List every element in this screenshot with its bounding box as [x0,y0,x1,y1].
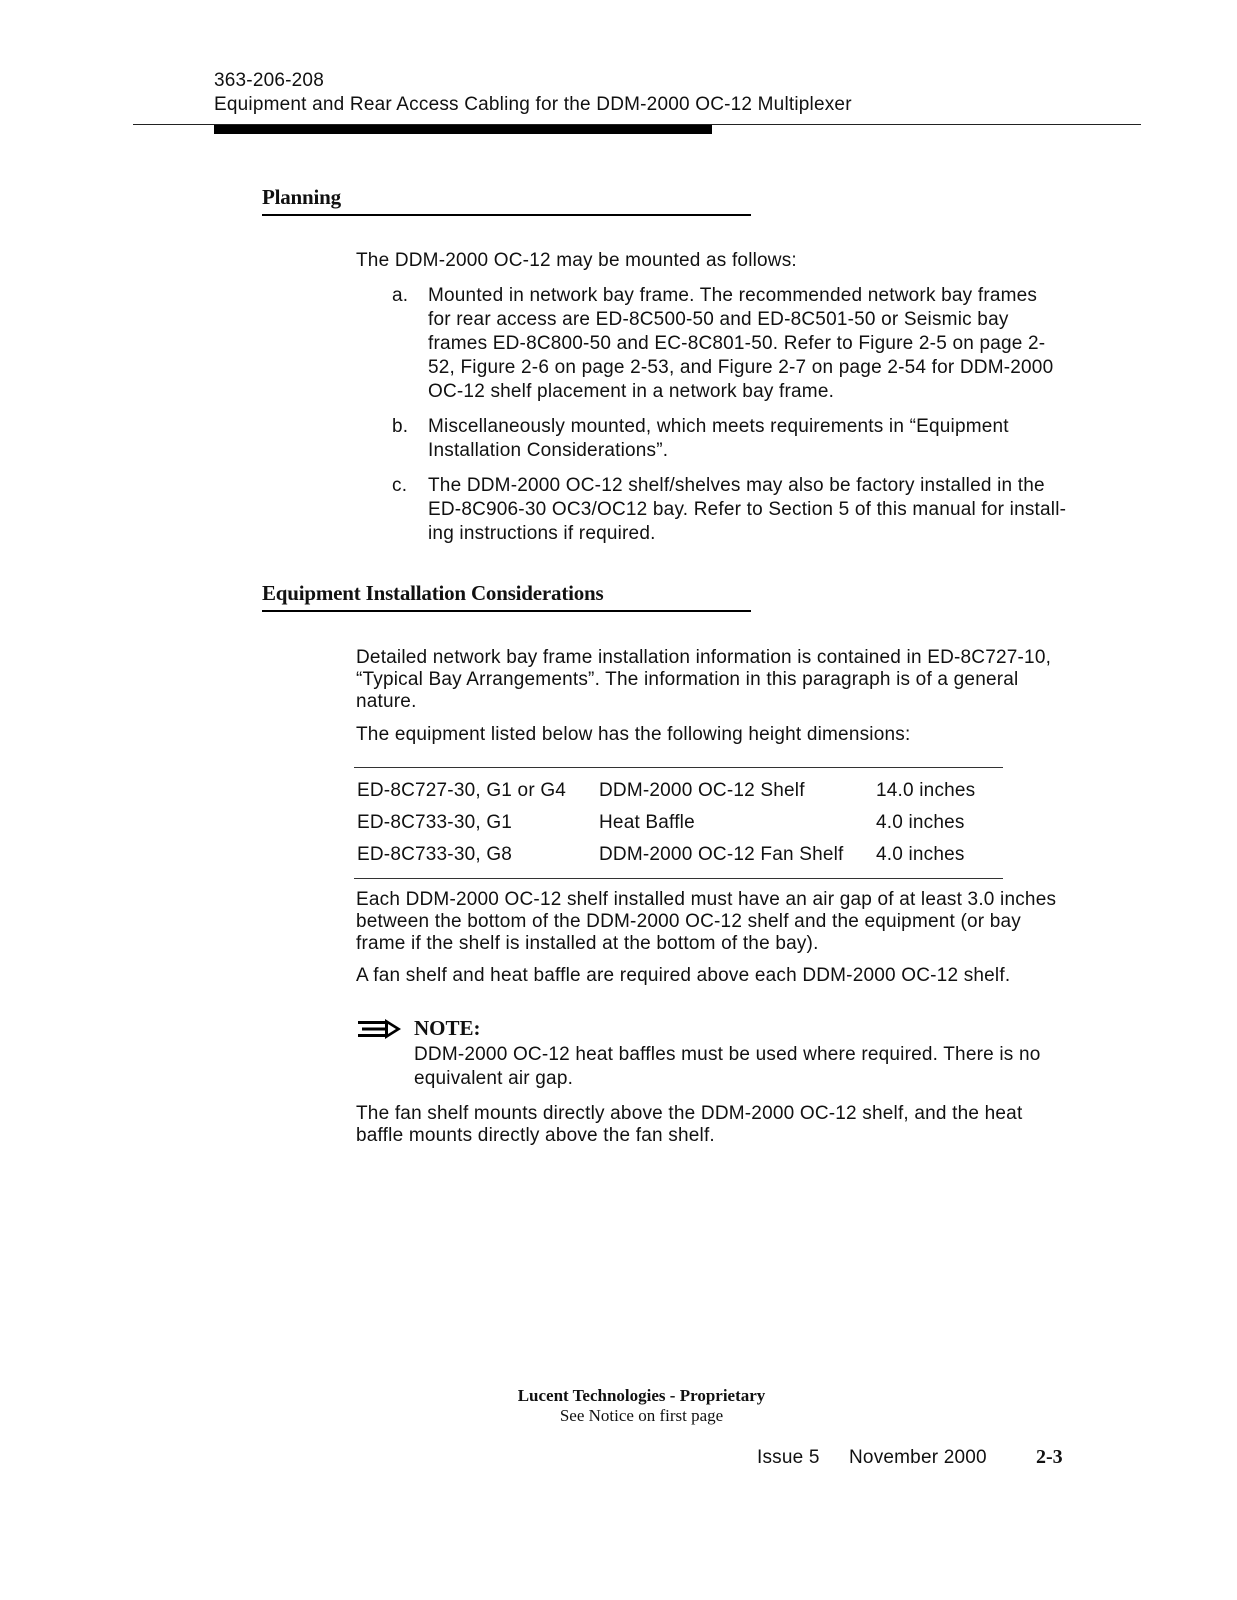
paragraph [356,647,1076,713]
planning-intro: The DDM-2000 OC-12 may be mounted as follows: [356,250,797,271]
table-row [357,843,975,875]
note-line: equivalent air gap. [414,1068,574,1089]
list-item-line: Installation Considerations”. [428,440,669,461]
issue-number: Issue 5 [757,1447,820,1468]
page-number: 2-3 [1036,1446,1063,1468]
paragraph-line: The fan shelf mounts directly above the DDM-2000 OC-12 shelf, and the heat [356,1103,1023,1124]
list-item-line: for rear access are ED-8C500-50 and ED-8C501-50 or Seismic bay [428,309,1009,330]
issue-date: November 2000 [849,1447,987,1468]
paragraph-line: between the bottom of the DDM-2000 OC-12 shelf and the equipment (or bay [356,911,1021,932]
list-item-line: 52, Figure 2-6 on page 2-53, and Figure 2-7 on page 2-54 for DDM-2000 [428,357,1054,378]
list-item-line: Miscellaneously mounted, which meets requirements in “Equipment [428,416,1009,437]
paragraph-line: “Typical Bay Arrangements”. The information in this paragraph is of a general [356,669,1019,690]
list-marker: a. [392,285,409,306]
table-cell-item: DDM-2000 OC-12 Fan Shelf [599,844,844,865]
list-item [392,415,1082,463]
table-cell-item: Heat Baffle [599,812,695,833]
table-cell-height: 14.0 inches [876,780,976,801]
note-line: DDM-2000 OC-12 heat baffles must be used where required. There is no [414,1044,1041,1065]
section-heading-planning: Planning [262,185,341,209]
paragraph-line: Each DDM-2000 OC-12 shelf installed must have an air gap of at least 3.0 inches [356,889,1057,910]
document-title: Equipment and Rear Access Cabling for the DDM-2000 OC-12 Multiplexer [214,94,852,115]
table-top-rule [354,767,1003,768]
paragraph-line: nature. [356,691,417,712]
list-marker: b. [392,416,409,437]
list-item-line: frames ED-8C800-50 and EC-8C801-50. Refer to Figure 2-5 on page 2- [428,333,1046,354]
table-bottom-rule [354,878,1003,879]
paragraph [356,889,1076,955]
footer-company: Lucent Technologies - Proprietary [517,1386,766,1405]
list-item [392,474,1082,546]
section-heading-rule [262,610,751,612]
height-dimensions-table [357,779,975,875]
table-row [357,779,975,811]
table-cell-code: ED-8C727-30, G1 or G4 [357,780,567,801]
table-row [357,811,975,843]
section-heading-equipment: Equipment Installation Considerations [262,581,604,605]
table-cell-height: 4.0 inches [876,812,965,833]
document-number: 363-206-208 [214,70,324,91]
paragraph: The equipment listed below has the following height dimensions: [356,724,911,745]
paragraph-line: baffle mounts directly above the fan shelf. [356,1125,715,1146]
table-cell-item: DDM-2000 OC-12 Shelf [599,780,805,801]
paragraph-line: Detailed network bay frame installation information is contained in ED-8C727-10, [356,647,1052,668]
table-cell-height: 4.0 inches [876,844,965,865]
note-body [414,1043,1074,1091]
table-cell-code: ED-8C733-30, G1 [357,812,513,833]
paragraph [356,1103,1076,1147]
list-item-line: The DDM-2000 OC-12 shelf/shelves may also be factory installed in the [428,475,1045,496]
list-marker: c. [392,475,408,496]
paragraph-line: frame if the shelf is installed at the bottom of the bay). [356,933,819,954]
list-item [392,284,1082,404]
note-label: NOTE: [414,1016,481,1040]
section-heading-rule [262,214,751,216]
planning-list [392,284,1082,557]
paragraph: A fan shelf and heat baffle are required above each DDM-2000 OC-12 shelf. [356,965,1011,986]
list-item-line: Mounted in network bay frame. The recommended network bay frames [428,285,1038,306]
header-bar [214,125,712,134]
list-item-line: OC-12 shelf placement in a network bay frame. [428,381,835,402]
footer-notice: See Notice on first page [559,1406,724,1425]
list-item-line: ED-8C906-30 OC3/OC12 bay. Refer to Section 5 of this manual for install- [428,499,1067,520]
table-cell-code: ED-8C733-30, G8 [357,844,513,865]
list-item-line: ing instructions if required. [428,523,656,544]
note-arrow-icon [358,1018,402,1045]
